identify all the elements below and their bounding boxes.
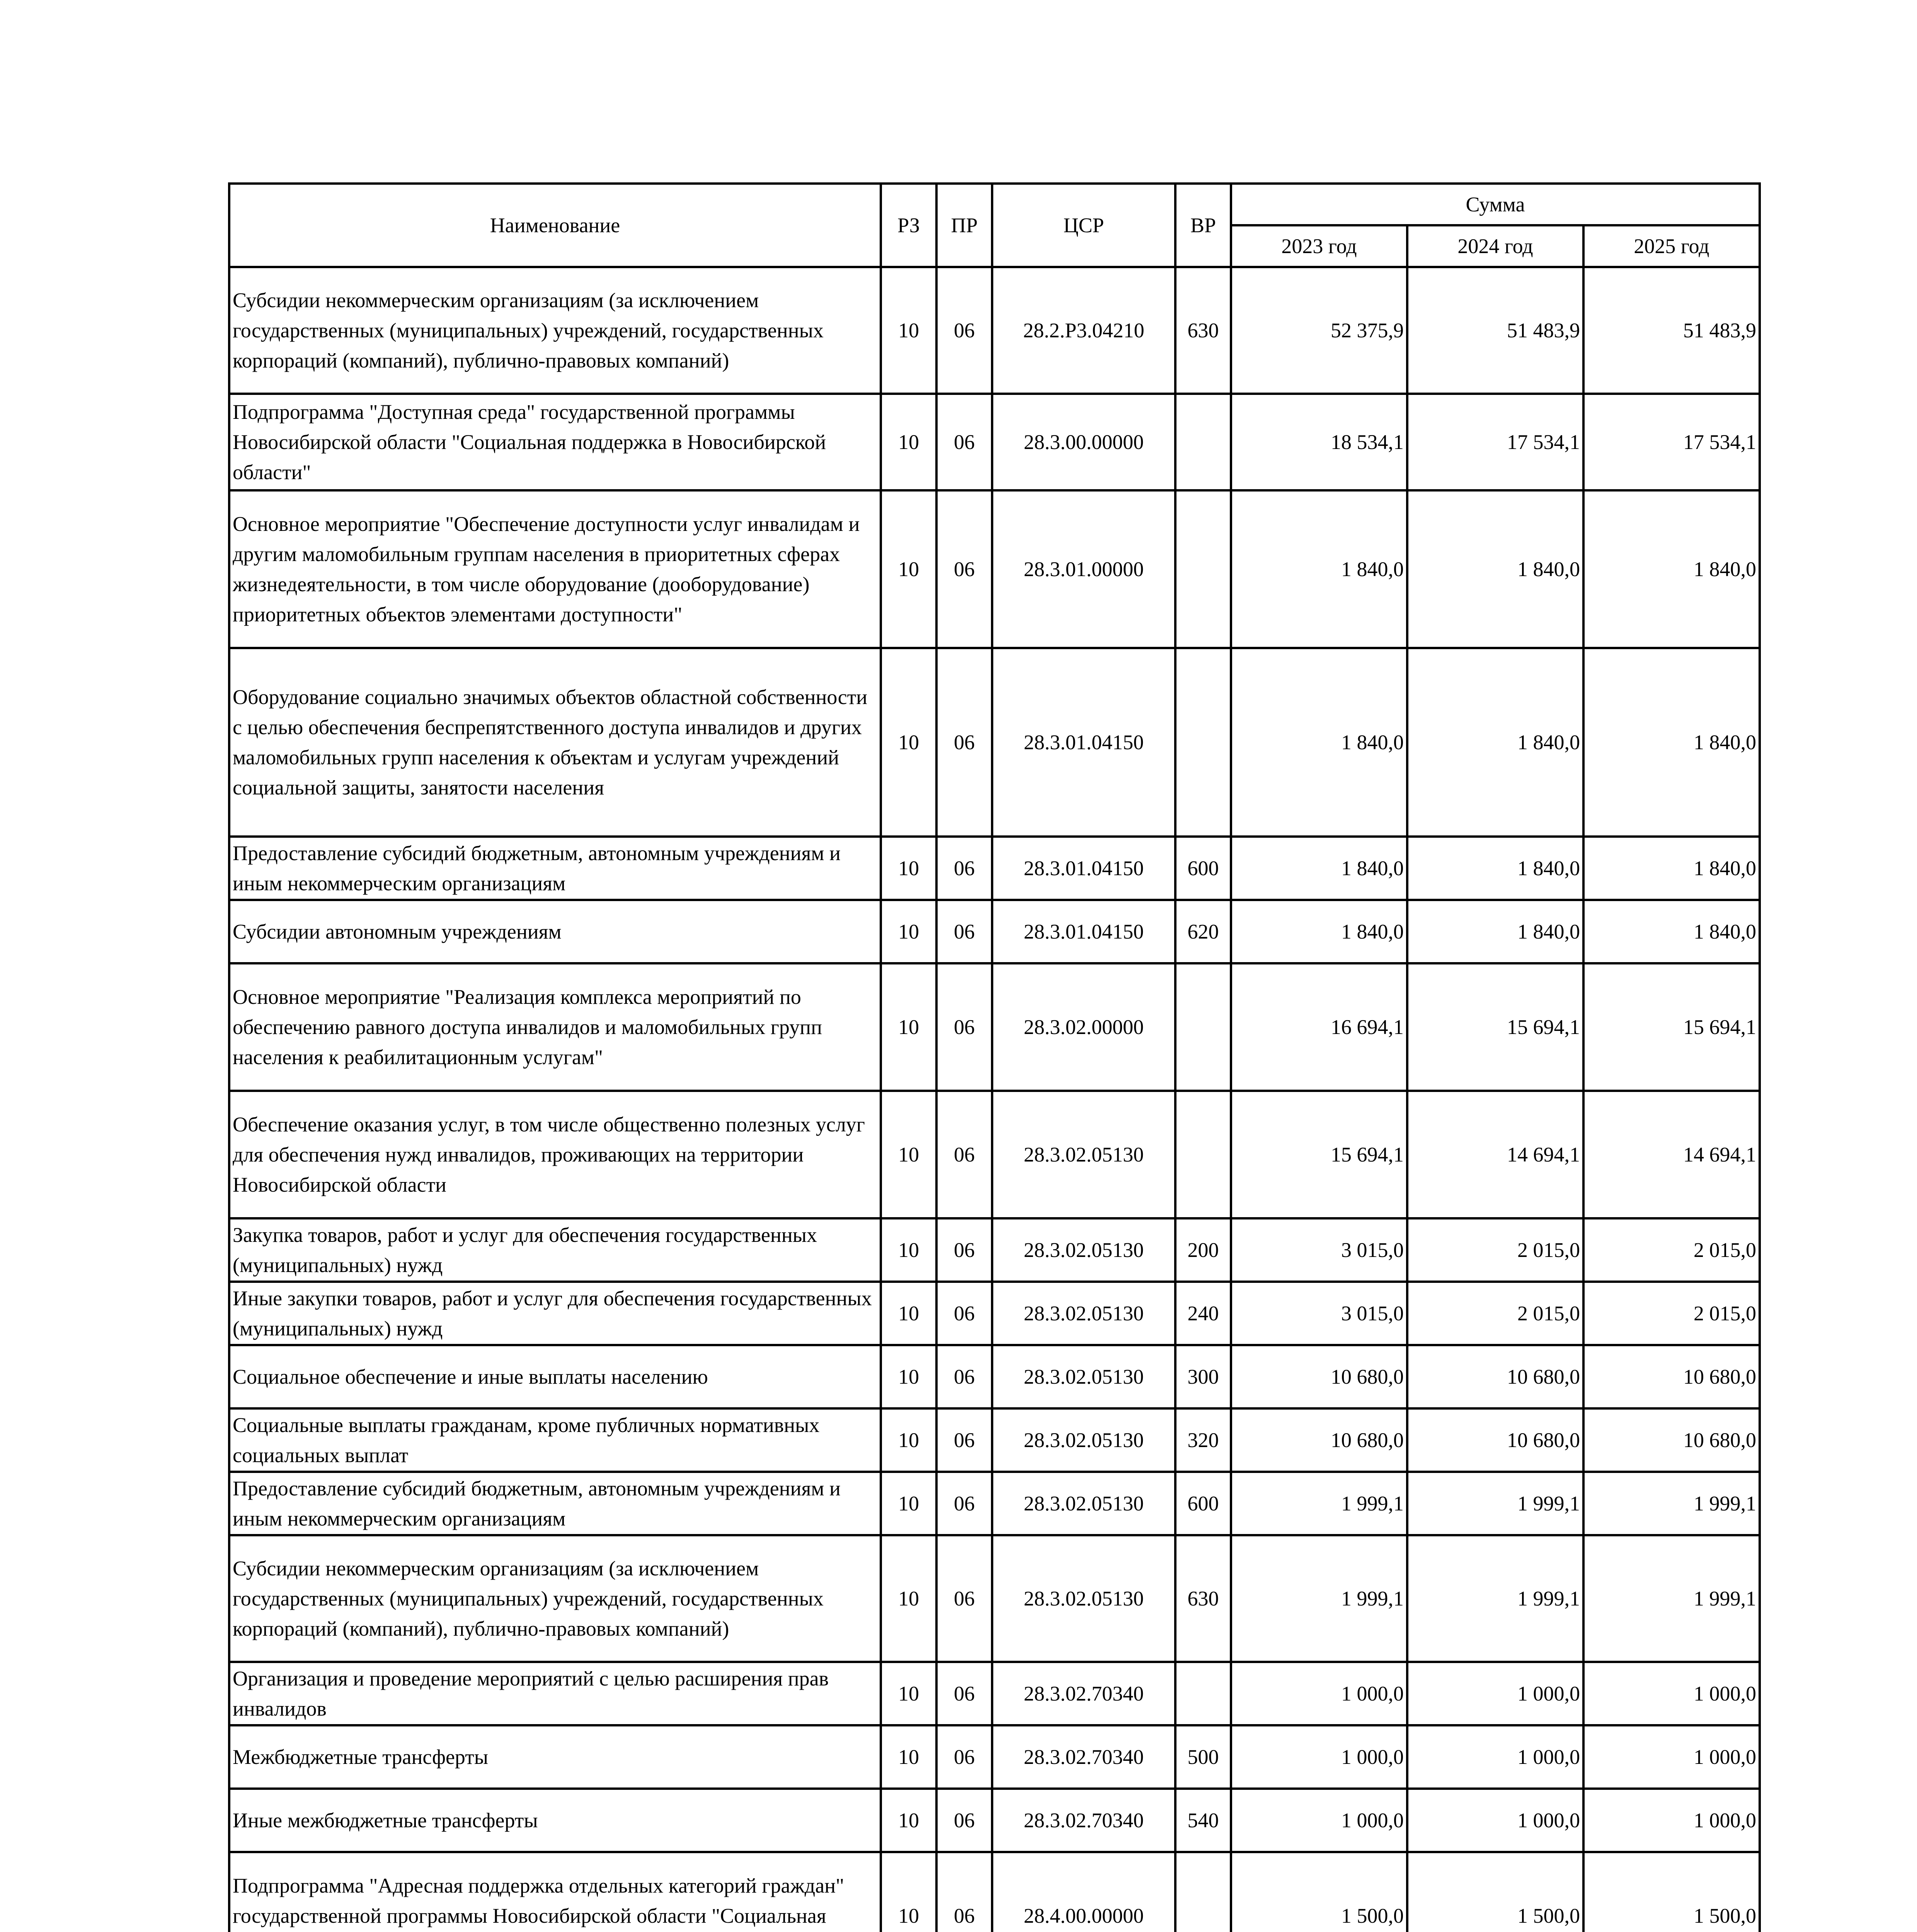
table-body <box>229 267 1760 1932</box>
cell-csr: 28.2.P3.04210 <box>992 267 1175 394</box>
cell-name: Основное мероприятие "Обеспечение доступности услуг инвалидам и другим маломобильным группам населения в приоритетных сферах жизнедеятельности, в том числе оборудование (дооборудование) приоритетных объектов элементами доступности" <box>229 490 881 648</box>
cell-y2024: 1 500,0 <box>1407 1852 1583 1932</box>
table-row <box>229 1472 1760 1535</box>
cell-name: Предоставление субсидий бюджетным, автономным учреждениям и иным некоммерческим организациям <box>229 837 881 900</box>
table-row <box>229 1408 1760 1472</box>
cell-csr: 28.3.01.04150 <box>992 837 1175 900</box>
cell-rz: 10 <box>881 1345 936 1408</box>
cell-csr: 28.3.02.05130 <box>992 1472 1175 1535</box>
cell-csr: 28.3.02.00000 <box>992 963 1175 1091</box>
cell-y2025: 1 840,0 <box>1583 900 1760 963</box>
cell-csr: 28.3.02.05130 <box>992 1345 1175 1408</box>
cell-y2024: 10 680,0 <box>1407 1345 1583 1408</box>
cell-y2024: 1 840,0 <box>1407 837 1583 900</box>
cell-vr: 630 <box>1175 1535 1231 1662</box>
cell-name: Основное мероприятие "Реализация комплекса мероприятий по обеспечению равного доступа инвалидов и маломобильных групп населения к реабилитационным услугам" <box>229 963 881 1091</box>
cell-pr: 06 <box>936 648 992 837</box>
table-row <box>229 837 1760 900</box>
table-row <box>229 900 1760 963</box>
cell-y2024: 14 694,1 <box>1407 1091 1583 1218</box>
cell-y2023: 15 694,1 <box>1231 1091 1407 1218</box>
cell-y2023: 10 680,0 <box>1231 1408 1407 1472</box>
cell-y2024: 2 015,0 <box>1407 1218 1583 1282</box>
cell-y2024: 51 483,9 <box>1407 267 1583 394</box>
header-vr: ВР <box>1175 184 1231 267</box>
cell-name: Социальные выплаты гражданам, кроме публичных нормативных социальных выплат <box>229 1408 881 1472</box>
header-name: Наименование <box>229 184 881 267</box>
cell-rz: 10 <box>881 1091 936 1218</box>
cell-name: Организация и проведение мероприятий с целью расширения прав инвалидов <box>229 1662 881 1725</box>
cell-name: Предоставление субсидий бюджетным, автономным учреждениям и иным некоммерческим организациям <box>229 1472 881 1535</box>
header-csr: ЦСР <box>992 184 1175 267</box>
cell-y2025: 10 680,0 <box>1583 1408 1760 1472</box>
cell-vr: 600 <box>1175 1472 1231 1535</box>
cell-y2025: 14 694,1 <box>1583 1091 1760 1218</box>
table-row <box>229 963 1760 1091</box>
cell-rz: 10 <box>881 648 936 837</box>
cell-y2025: 1 840,0 <box>1583 648 1760 837</box>
header-2025: 2025 год <box>1583 225 1760 267</box>
cell-csr: 28.3.02.05130 <box>992 1408 1175 1472</box>
cell-y2025: 17 534,1 <box>1583 394 1760 490</box>
cell-rz: 10 <box>881 1408 936 1472</box>
cell-y2024: 1 840,0 <box>1407 900 1583 963</box>
cell-pr: 06 <box>936 1662 992 1725</box>
cell-pr: 06 <box>936 1091 992 1218</box>
cell-pr: 06 <box>936 490 992 648</box>
cell-name: Субсидии некоммерческим организациям (за исключением государственных (муниципальных) учреждений, государственных корпораций (компаний), публично-правовых компаний) <box>229 267 881 394</box>
header-2023: 2023 год <box>1231 225 1407 267</box>
cell-vr: 320 <box>1175 1408 1231 1472</box>
cell-y2023: 1 840,0 <box>1231 648 1407 837</box>
cell-vr <box>1175 1662 1231 1725</box>
cell-csr: 28.3.02.70340 <box>992 1662 1175 1725</box>
cell-y2023: 1 840,0 <box>1231 900 1407 963</box>
cell-y2024: 1 000,0 <box>1407 1662 1583 1725</box>
cell-rz: 10 <box>881 837 936 900</box>
table-row <box>229 267 1760 394</box>
cell-vr: 200 <box>1175 1218 1231 1282</box>
cell-pr: 06 <box>936 1852 992 1932</box>
cell-name: Субсидии некоммерческим организациям (за исключением государственных (муниципальных) учреждений, государственных корпораций (компаний), публично-правовых компаний) <box>229 1535 881 1662</box>
cell-y2023: 1 000,0 <box>1231 1789 1407 1852</box>
cell-pr: 06 <box>936 837 992 900</box>
cell-csr: 28.3.01.00000 <box>992 490 1175 648</box>
header-row-top <box>229 184 1760 225</box>
cell-y2024: 15 694,1 <box>1407 963 1583 1091</box>
cell-vr <box>1175 394 1231 490</box>
header-pr: ПР <box>936 184 992 267</box>
cell-rz: 10 <box>881 1852 936 1932</box>
cell-name: Закупка товаров, работ и услуг для обеспечения государственных (муниципальных) нужд <box>229 1218 881 1282</box>
cell-y2024: 17 534,1 <box>1407 394 1583 490</box>
cell-rz: 10 <box>881 490 936 648</box>
cell-vr: 500 <box>1175 1725 1231 1789</box>
cell-csr: 28.3.02.05130 <box>992 1218 1175 1282</box>
cell-pr: 06 <box>936 267 992 394</box>
cell-y2025: 1 840,0 <box>1583 490 1760 648</box>
cell-vr: 240 <box>1175 1282 1231 1345</box>
cell-csr: 28.3.01.04150 <box>992 648 1175 837</box>
cell-pr: 06 <box>936 1345 992 1408</box>
cell-name: Подпрограмма "Доступная среда" государственной программы Новосибирской области "Социальная поддержка в Новосибирской области" <box>229 394 881 490</box>
cell-name: Подпрограмма "Адресная поддержка отдельных категорий граждан" государственной программы Новосибирской области "Социальная <box>229 1852 881 1932</box>
table-row <box>229 394 1760 490</box>
header-sum: Сумма <box>1231 184 1760 225</box>
cell-y2025: 1 000,0 <box>1583 1725 1760 1789</box>
table-row <box>229 1662 1760 1725</box>
cell-vr <box>1175 1091 1231 1218</box>
cell-csr: 28.3.00.00000 <box>992 394 1175 490</box>
cell-csr: 28.3.02.70340 <box>992 1789 1175 1852</box>
cell-name: Социальное обеспечение и иные выплаты населению <box>229 1345 881 1408</box>
cell-pr: 06 <box>936 1408 992 1472</box>
table-row <box>229 1091 1760 1218</box>
table-row <box>229 1345 1760 1408</box>
cell-pr: 06 <box>936 1218 992 1282</box>
cell-rz: 10 <box>881 1535 936 1662</box>
cell-vr: 300 <box>1175 1345 1231 1408</box>
cell-pr: 06 <box>936 1725 992 1789</box>
cell-y2025: 1 500,0 <box>1583 1852 1760 1932</box>
table-row <box>229 648 1760 837</box>
table-row <box>229 490 1760 648</box>
cell-y2023: 1 000,0 <box>1231 1725 1407 1789</box>
cell-pr: 06 <box>936 963 992 1091</box>
budget-table <box>228 182 1761 1932</box>
cell-name: Иные закупки товаров, работ и услуг для обеспечения государственных (муниципальных) нужд <box>229 1282 881 1345</box>
cell-pr: 06 <box>936 900 992 963</box>
cell-rz: 10 <box>881 1725 936 1789</box>
cell-y2023: 18 534,1 <box>1231 394 1407 490</box>
cell-y2025: 51 483,9 <box>1583 267 1760 394</box>
cell-y2024: 1 840,0 <box>1407 490 1583 648</box>
cell-csr: 28.3.02.05130 <box>992 1282 1175 1345</box>
cell-y2023: 1 999,1 <box>1231 1535 1407 1662</box>
cell-vr <box>1175 1852 1231 1932</box>
cell-y2023: 1 500,0 <box>1231 1852 1407 1932</box>
cell-pr: 06 <box>936 1472 992 1535</box>
cell-y2023: 1 840,0 <box>1231 490 1407 648</box>
cell-vr <box>1175 648 1231 837</box>
table-row <box>229 1789 1760 1852</box>
cell-y2024: 10 680,0 <box>1407 1408 1583 1472</box>
cell-y2023: 16 694,1 <box>1231 963 1407 1091</box>
cell-rz: 10 <box>881 394 936 490</box>
header-2024: 2024 год <box>1407 225 1583 267</box>
cell-y2025: 1 999,1 <box>1583 1535 1760 1662</box>
cell-pr: 06 <box>936 394 992 490</box>
cell-vr <box>1175 963 1231 1091</box>
cell-y2025: 1 840,0 <box>1583 837 1760 900</box>
cell-y2023: 3 015,0 <box>1231 1218 1407 1282</box>
cell-rz: 10 <box>881 267 936 394</box>
cell-rz: 10 <box>881 963 936 1091</box>
table-row <box>229 1852 1760 1932</box>
cell-y2024: 1 999,1 <box>1407 1535 1583 1662</box>
cell-y2025: 1 999,1 <box>1583 1472 1760 1535</box>
cell-y2025: 15 694,1 <box>1583 963 1760 1091</box>
cell-csr: 28.3.02.05130 <box>992 1535 1175 1662</box>
cell-name: Межбюджетные трансферты <box>229 1725 881 1789</box>
cell-rz: 10 <box>881 1282 936 1345</box>
cell-y2023: 1 840,0 <box>1231 837 1407 900</box>
cell-y2024: 1 999,1 <box>1407 1472 1583 1535</box>
cell-y2024: 2 015,0 <box>1407 1282 1583 1345</box>
cell-y2023: 1 000,0 <box>1231 1662 1407 1725</box>
cell-rz: 10 <box>881 900 936 963</box>
cell-vr: 540 <box>1175 1789 1231 1852</box>
cell-y2024: 1 000,0 <box>1407 1725 1583 1789</box>
cell-vr: 630 <box>1175 267 1231 394</box>
cell-name: Оборудование социально значимых объектов областной собственности с целью обеспечения беспрепятственного доступа инвалидов и других маломобильных групп населения к объектам и услугам учреждений социальной защиты, занятости населения <box>229 648 881 837</box>
cell-vr: 620 <box>1175 900 1231 963</box>
cell-y2025: 1 000,0 <box>1583 1662 1760 1725</box>
table-row <box>229 1218 1760 1282</box>
cell-name: Субсидии автономным учреждениям <box>229 900 881 963</box>
cell-rz: 10 <box>881 1789 936 1852</box>
table-row <box>229 1535 1760 1662</box>
cell-y2025: 1 000,0 <box>1583 1789 1760 1852</box>
cell-rz: 10 <box>881 1218 936 1282</box>
cell-y2025: 2 015,0 <box>1583 1282 1760 1345</box>
cell-y2023: 1 999,1 <box>1231 1472 1407 1535</box>
cell-y2023: 52 375,9 <box>1231 267 1407 394</box>
cell-csr: 28.3.02.70340 <box>992 1725 1175 1789</box>
cell-pr: 06 <box>936 1282 992 1345</box>
cell-name: Иные межбюджетные трансферты <box>229 1789 881 1852</box>
cell-y2024: 1 840,0 <box>1407 648 1583 837</box>
cell-y2025: 10 680,0 <box>1583 1345 1760 1408</box>
cell-pr: 06 <box>936 1789 992 1852</box>
cell-y2023: 3 015,0 <box>1231 1282 1407 1345</box>
cell-csr: 28.4.00.00000 <box>992 1852 1175 1932</box>
table-row <box>229 1282 1760 1345</box>
cell-y2024: 1 000,0 <box>1407 1789 1583 1852</box>
cell-csr: 28.3.02.05130 <box>992 1091 1175 1218</box>
cell-y2025: 2 015,0 <box>1583 1218 1760 1282</box>
cell-vr <box>1175 490 1231 648</box>
table-row <box>229 1725 1760 1789</box>
cell-rz: 10 <box>881 1662 936 1725</box>
cell-rz: 10 <box>881 1472 936 1535</box>
cell-pr: 06 <box>936 1535 992 1662</box>
cell-name: Обеспечение оказания услуг, в том числе общественно полезных услуг для обеспечения нужд инвалидов, проживающих на территории Новосибирской области <box>229 1091 881 1218</box>
cell-y2023: 10 680,0 <box>1231 1345 1407 1408</box>
header-rz: РЗ <box>881 184 936 267</box>
cell-csr: 28.3.01.04150 <box>992 900 1175 963</box>
cell-vr: 600 <box>1175 837 1231 900</box>
